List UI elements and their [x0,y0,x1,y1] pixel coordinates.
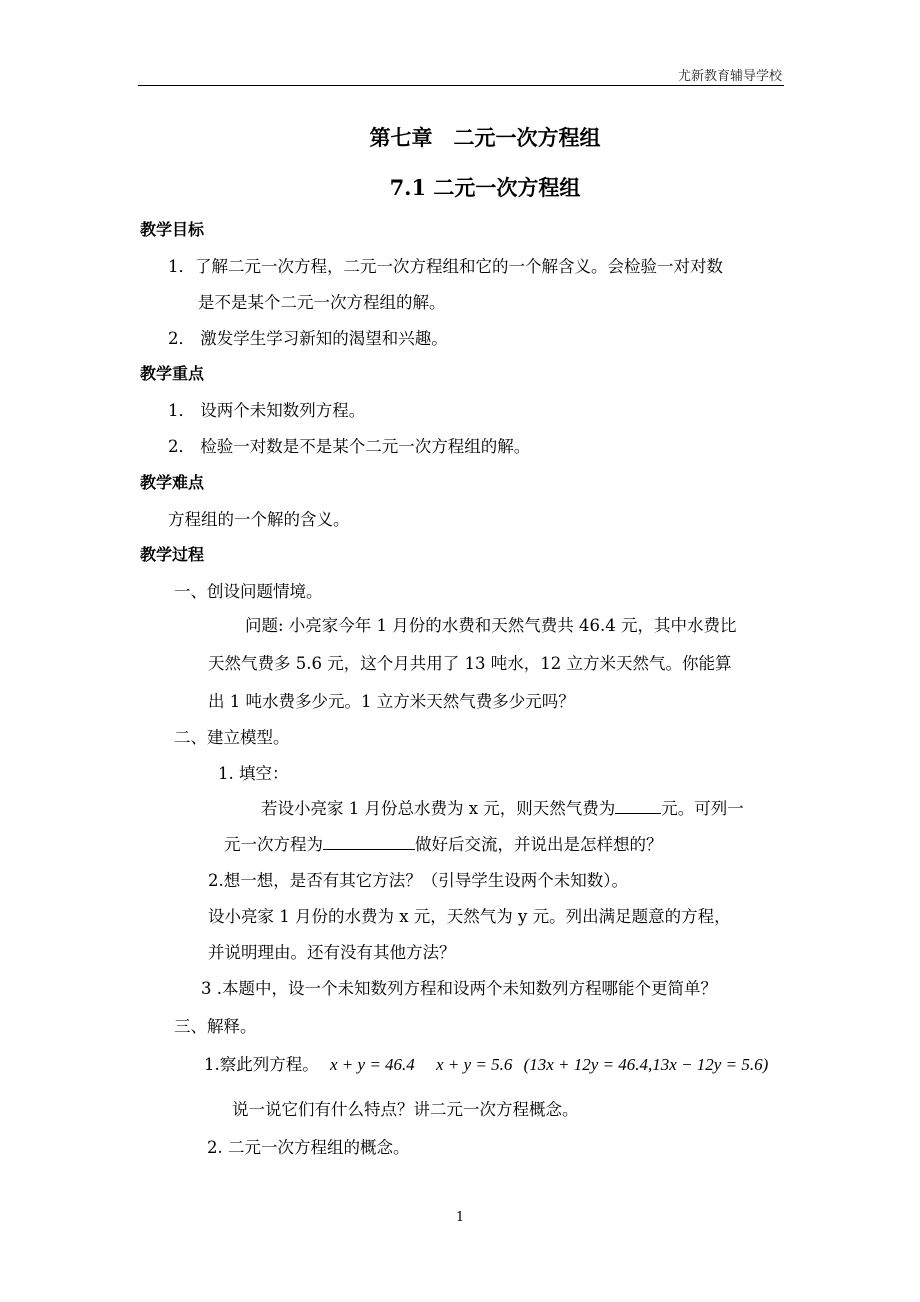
difficulties-heading: 教学难点 [140,473,205,492]
observe-label: 1.察此列方程。 [204,1055,319,1074]
think-line-3: 并说明理由。还有没有其他方法？ [208,943,456,962]
equation-system: (13x + 12y = 46.4,13x − 12y = 5.6) [523,1055,769,1074]
fill-line-2-text-b: 做好后交流，并说出是怎样想的？ [415,835,663,854]
chapter-title: 第七章 二元一次方程组 [369,125,601,150]
fill-line-1-text-b: 元。可列一 [661,799,744,818]
fill-line-1-text-a: 若设小亮家 1 月份总水费为 x 元，则天然气费为 [261,799,616,818]
key-point-item-2: 2． 检验一对数是不是某个二元一次方程组的解。 [168,437,531,456]
equation-2: x + y = 5.6 [436,1055,513,1074]
fill-line-2 [224,831,663,855]
compare-line: 3 .本题中，设一个未知数列方程和设两个未知数列方程哪能个更简单？ [201,979,717,998]
think-line-2: 设小亮家 1 月份的水费为 x 元，天然气为 y 元。列出满足题意的方程， [208,907,731,926]
objective-item-1-line-2: 是不是某个二元一次方程组的解。 [198,293,446,312]
problem-line-3: 出 1 吨水费多少元。1 立方米天然气费多少元吗？ [208,692,575,711]
objectives-heading: 教学目标 [140,220,205,239]
fill-line-1 [261,795,744,819]
process-step-1: 一、创设问题情境。 [174,582,323,601]
objective-item-1-line-1: 1．了解二元一次方程，二元一次方程组和它的一个解含义。会检验一对对数 [168,257,723,276]
process-step-2: 二、建立模型。 [174,728,290,747]
equation-blank[interactable] [323,833,415,850]
key-point-item-1: 1． 设两个未知数列方程。 [168,401,366,420]
header-rule [138,85,784,86]
header-school-name: 尤新教育辅导学校 [677,69,782,84]
problem-line-1: 问题: 小亮家今年 1 月份的水费和天然气费共 46.4 元，其中水费比 [245,616,737,635]
process-heading: 教学过程 [140,545,205,564]
think-line: 2.想一想，是否有其它方法？（引导学生设两个未知数）。 [208,871,628,890]
observe-line [204,1051,768,1075]
process-step-3: 三、解释。 [174,1017,257,1036]
concept-line: 2. 二元一次方程组的概念。 [207,1138,410,1157]
difficulty-item-1: 方程组的一个解的含义。 [168,510,350,529]
objective-item-2: 2． 激发学生学习新知的渴望和兴趣。 [168,329,448,348]
section-title: 7.1 二元一次方程组 [389,175,581,200]
equation-1: x + y = 46.4 [330,1055,415,1074]
page-number: 1 [455,1210,465,1225]
gas-fee-blank[interactable] [615,797,661,814]
fill-line-2-text-a: 元一次方程为 [224,835,323,854]
observe-note: 说一说它们有什么特点？讲二元一次方程概念。 [232,1100,579,1119]
problem-line-2: 天然气费多 5.6 元，这个月共用了 13 吨水，12 立方米天然气。你能算 [208,654,732,673]
fill-heading: 1. 填空： [218,764,289,783]
key-points-heading: 教学重点 [140,364,205,383]
